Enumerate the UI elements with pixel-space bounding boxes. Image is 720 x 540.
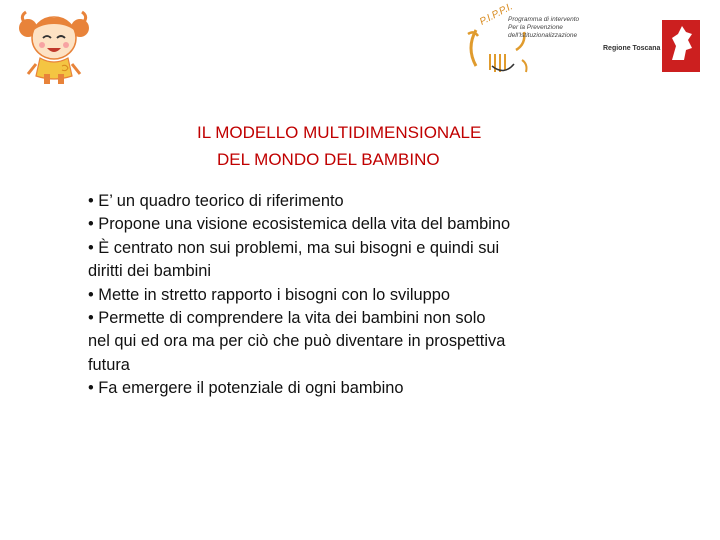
pippi-tagline-line: dell'Istituzionalizzazione — [508, 32, 578, 39]
bullet-item-continuation: nel qui ed ora ma per ciò che può diventare in prospettiva — [88, 332, 506, 351]
bullet-item: • Fa emergere il potenziale di ogni bambino — [88, 379, 404, 398]
pippi-tagline-line: Per la Prevenzione — [508, 24, 563, 31]
bullet-item: • E’ un quadro teorico di riferimento — [88, 192, 344, 210]
pippi-tagline — [508, 16, 592, 40]
regione-toscana-flag-icon — [662, 20, 700, 72]
child-mascot-logo — [18, 8, 90, 88]
slide-title-line: DEL MONDO DEL BAMBINO — [217, 150, 440, 169]
bullet-list — [88, 190, 648, 401]
bullet-item-continuation: futura — [88, 355, 130, 374]
regione-toscana-label: Regione Toscana — [603, 45, 661, 52]
pippi-tagline-line: Programma di intervento — [508, 16, 580, 23]
bullet-item: • È centrato non sui problemi, ma sui bisogni e quindi sui — [88, 238, 500, 257]
pippi-wordmark: P.I.P.P.I. — [478, 1, 515, 28]
slide-title-line: IL MODELLO MULTIDIMENSIONALE — [197, 123, 482, 142]
bullet-item: • Propone una visione ecosistemica della vita del bambino — [88, 215, 511, 234]
bullet-item: • Permette di comprendere la vita dei bambini non solo — [88, 309, 486, 328]
bullet-item-continuation: diritti dei bambini — [88, 262, 211, 281]
bullet-item: • Mette in stretto rapporto i bisogni con lo sviluppo — [88, 285, 450, 304]
